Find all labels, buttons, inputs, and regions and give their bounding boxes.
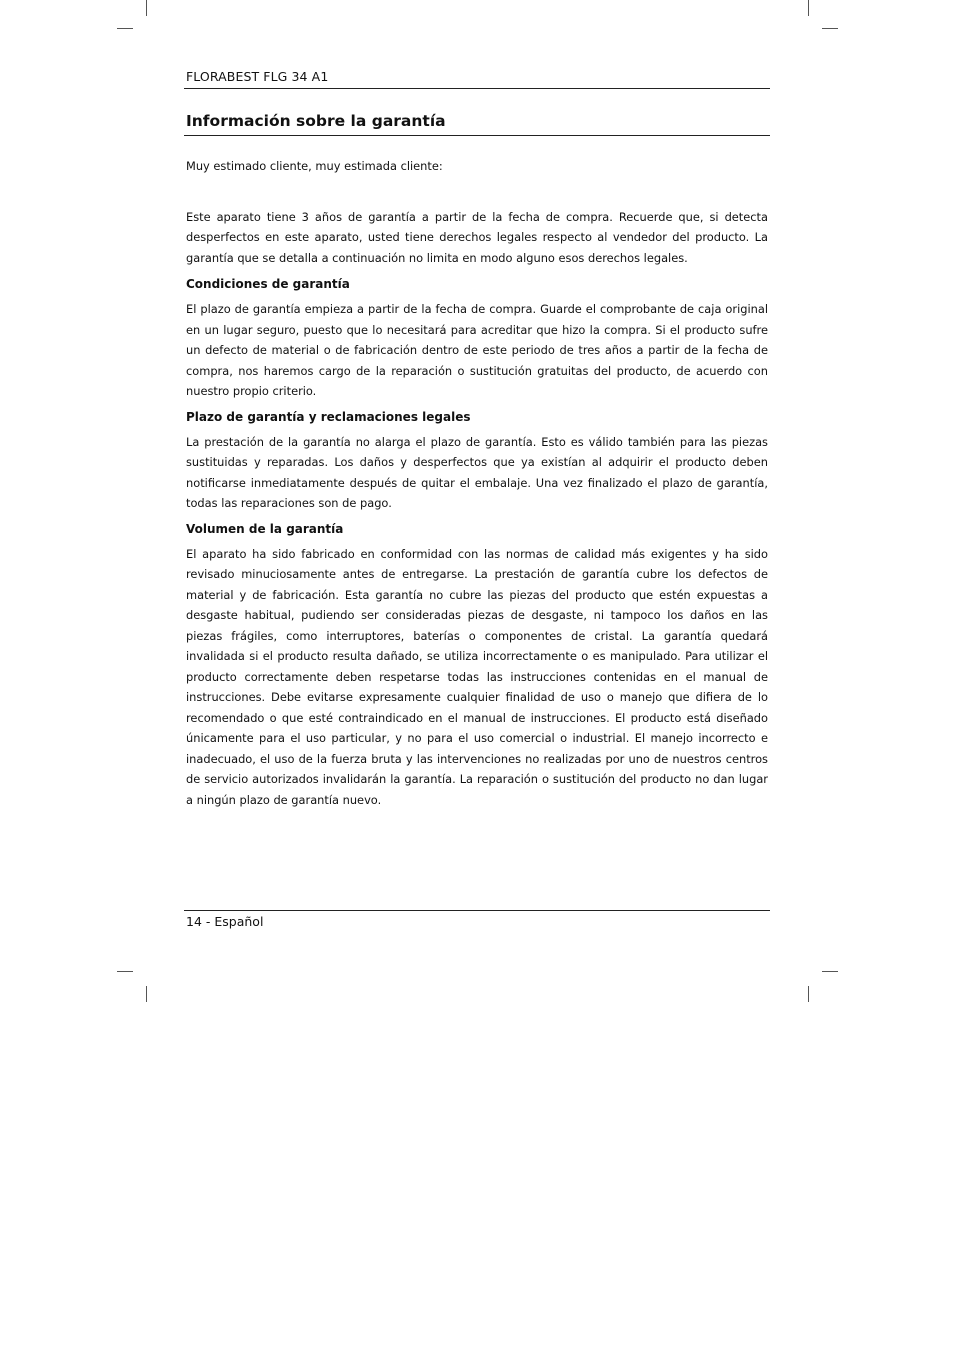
page-number: 14 - Español [186, 914, 264, 929]
crop-mark [808, 986, 809, 1002]
running-header: FLORABEST FLG 34 A1 [186, 69, 329, 84]
crop-mark [117, 971, 133, 972]
crop-mark [822, 28, 838, 29]
page-title: Información sobre la garantía [186, 112, 446, 130]
intro-paragraph: Este aparato tiene 3 años de garantía a partir de la fecha de compra. Recuerde que, si detecta desperfectos en este aparato, usted tiene derechos legales respecto al vendedor del producto. La garantía que se detalla a continuación no limita en modo alguno esos derechos legales. [186, 209, 768, 265]
crop-mark [822, 971, 838, 972]
header-rule [184, 88, 770, 89]
crop-mark [808, 0, 809, 16]
title-rule [184, 135, 770, 136]
section-paragraph: El plazo de garantía empieza a partir de la fecha de compra. Guarde el comprobante de caja original en un lugar seguro, puesto que lo necesitará para acreditar que hizo la compra. Si el producto sufre un defecto de material o de fabricación dentro de este periodo de tres años a partir de la fecha de compra, nos haremos cargo de la reparación o sustitución gratuitas del producto, de acuerdo con nuestro propio criterio. [186, 302, 768, 398]
crop-mark [146, 0, 147, 16]
greeting: Muy estimado cliente, muy estimada cliente: [186, 159, 443, 173]
body-content [186, 156, 768, 815]
section-heading: Plazo de garantía y reclamaciones legales [186, 409, 471, 424]
section-heading: Condiciones de garantía [186, 277, 350, 291]
footer-rule [184, 910, 770, 911]
section-paragraph: El aparato ha sido fabricado en conformidad con las normas de calidad más exigentes y ha sido revisado minuciosamente antes de entregarse. La prestación de garantía cubre los defectos de material y de fabricación. Esta garantía no cubre las piezas del producto que estén expuestas a desgaste habitual, pudiendo ser consideradas piezas de desgaste, ni tampoco los daños en las piezas frágiles, como interruptores, baterías o componentes de cristal. La garantía quedará invalidada si el producto resulta dañado, se utiliza incorrectamente o es manipulado. Para utilizar el producto correctamente deben respetarse todas las instrucciones contenidas en el manual de instrucciones. Debe evitarse expresamente cualquier finalidad de uso o manejo que difiera de lo recomendado o que esté contraindicado en el manual de instrucciones. El producto está diseñado únicamente para el uso particular, y no para el uso comercial o industrial. El manejo incorrecto e inadecuado, el uso de la fuerza bruta y las intervenciones no realizadas por uno de nuestros centros de servicio autorizados invalidarán la garantía. La reparación o sustitución del producto no dan lugar a ningún plazo de garantía nuevo. [186, 546, 768, 807]
section-paragraph: La prestación de la garantía no alarga el plazo de garantía. Esto es válido también para las piezas sustituidas y reparadas. Los daños y desperfectos que ya existían al adquirir el producto deben notificarse inmediatamente después de quitar el embalaje. Una vez finalizado el plazo de garantía, todas las reparaciones son de pago. [186, 434, 768, 510]
crop-mark [117, 28, 133, 29]
section-heading: Volumen de la garantía [186, 521, 344, 536]
crop-mark [146, 986, 147, 1002]
